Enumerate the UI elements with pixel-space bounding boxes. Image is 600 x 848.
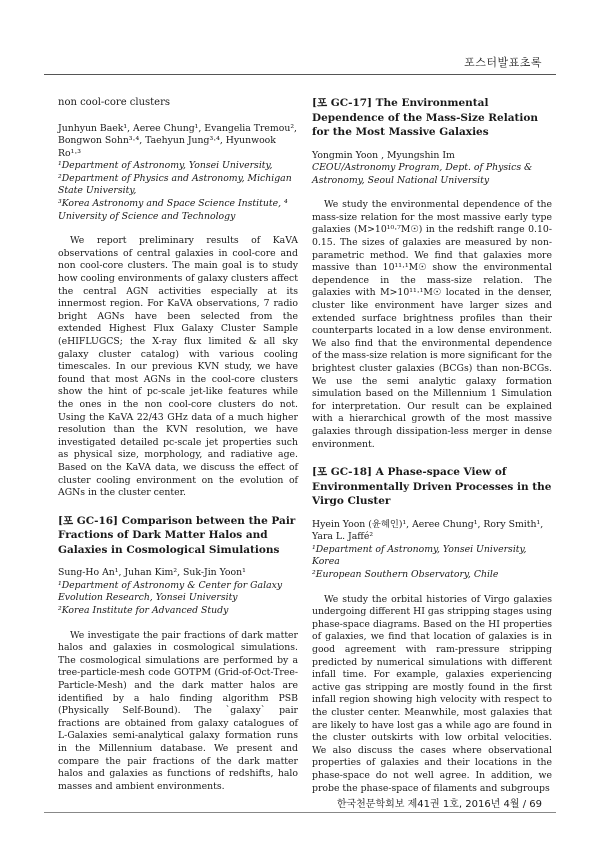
header-rule [44, 74, 556, 75]
affiliation: ²Korea Institute for Advanced Study [58, 605, 229, 616]
affiliation: ³Korea Astronomy and Space Science Institute, ⁴ University of Science and Technology [58, 198, 288, 222]
affiliation: ²European Southern Observatory, Chile [312, 569, 499, 581]
abstract-body-gc18: We study the orbital histories of Virgo galaxies undergoing different HI gas stripping stages using phase-space diagrams. Based on the HI properties of galaxies, we find that location of galaxies is in good agreement with ram-pressure stripping predicted by numerical simulations with different infall time. For example, galaxies experiencing active gas stripping are mostly found in the first infall region showing high velocity with respect to the cluster center. Meanwhile, most galaxies that are likely to have lost gas a while ago are found in the cluster outskirts with low orbital velocities. We also discuss the cases where observational properties of galaxies and their locations in the phase-space do not well agree. In addition, we probe the phase-space of filaments and subgroups [312, 593, 552, 794]
authors-gc16: Sung-Ho An¹, Juhan Kim², Suk-Jin Yoon¹ [58, 567, 246, 579]
affiliation: ¹Department of Astronomy, Yonsei University, [58, 160, 273, 172]
authors-gc17: Yongmin Yoon , Myungshin Im [312, 149, 455, 161]
abstract-title-gc17: [포 GC-17] The Environmental Dependence of the Mass-Size Relation for the Most Massive Galaxies [312, 97, 538, 138]
abstract-body: We report preliminary results of KaVA observations of central galaxies in cool-core and non cool-core clusters. The main goal is to study how cooling environments of galaxy clusters affect the central AGN activities especially at its innermost region. For KaVA observations, 7 radio bright AGNs have been selected from the extended Highest Flux Galaxy Cluster Sample (eHIFLUGCS; the X-ray flux limited & all sky galaxy cluster catalog) with various cooling timescales. In our previous KVN study, we have found that most AGNs in the cool-core clusters show the hint of pc-scale jet-like features while the ones in the non cool-core clusters do not. Using the KaVA 22/43 GHz data of a much higher resolution than the KVN resolution, we have investigated detailed pc-scale jet properties such as physical size, morphology, and radiative age. Based on the KaVA data, we discuss the effect of cluster cooling environment on the evolution of AGNs in the cluster center. [58, 235, 298, 499]
running-header-title: 포스터발표초록 [464, 56, 542, 69]
authors-gc18: Hyein Yoon (윤혜인)¹, Aeree Chung¹, Rory Smith¹, Yara L. Jaffé² [312, 518, 544, 543]
continued-abstract-authors: Junhyun Baek¹, Aeree Chung¹, Evangelia Tremou², Bongwon Sohn³·⁴, Taehyun Jung³·⁴, Hyunwook Ro¹·³ [58, 122, 297, 159]
abstract-title-gc18: [포 GC-18] A Phase-space View of Environmentally Driven Processes in the Virgo Cluster [312, 466, 552, 508]
continued-abstract-title: non cool-core clusters [58, 97, 171, 108]
affiliation: ¹Department of Astronomy, Yonsei University, Korea [312, 543, 527, 568]
affiliation: CEOU/Astronomy Program, Dept. of Physics & Astronomy, Seoul National University [312, 162, 533, 186]
left-column [58, 96, 298, 793]
affiliation: ²Department of Physics and Astronomy, Michigan State University, [58, 172, 292, 197]
right-column [312, 96, 552, 795]
abstract-body-gc17: We study the environmental dependence of the mass-size relation for the most massive early type galaxies (M>10¹⁰·⁷M☉) in the redshift range 0.10-0.15. The sizes of galaxies are measured by non-parametric method. We find that galaxies more massive than 10¹¹·¹M☉ show the environmental dependence in the mass-size relation. The galaxies with M>10¹¹·¹M☉ located in the denser, cluster like environment have larger sizes and extended surface brightness profiles than their counterparts located in a low dense environment. We also find that the environmental dependence of the mass-size relation is more significant for the brightest cluster galaxies (BCGs) than non-BCGs. We use the semi analytic galaxy formation simulation based on the Millennium 1 Simulation for interpretation. Our result can be explained with a hierarchical growth of the most massive galaxies through dissipation-less merger in dense environment. [312, 199, 552, 450]
abstract-body-gc16: We investigate the pair fractions of dark matter halos and galaxies in cosmological simulations. The cosmological simulations are performed by a tree-particle-mesh code GOTPM (Grid-of-Oct-Tree-Particle-Mesh) and the dark matter halos are identified by a halo finding algorithm PSB (Physically Self-Bound). The `galaxy` pair fractions are obtained from galaxy catalogues of L-Galaxies semi-analytical galaxy formation runs in the Millennium database. We present and compare the pair fractions of the dark matter halos and galaxies as functions of redshifts, halo masses and ambient environments. [58, 629, 298, 792]
abstract-title-gc16: [포 GC-16] Comparison between the Pair Fractions of Dark Matter Halos and Galaxies in Cosmological Simulations [58, 514, 296, 556]
footer-rule [44, 812, 556, 813]
page-footer: 한국천문학회보 제41권 1호, 2016년 4월 / 69 [336, 799, 542, 810]
page-header [0, 0, 600, 74]
affiliation: ¹Department of Astronomy & Center for Galaxy Evolution Research, Yonsei University [58, 579, 283, 604]
